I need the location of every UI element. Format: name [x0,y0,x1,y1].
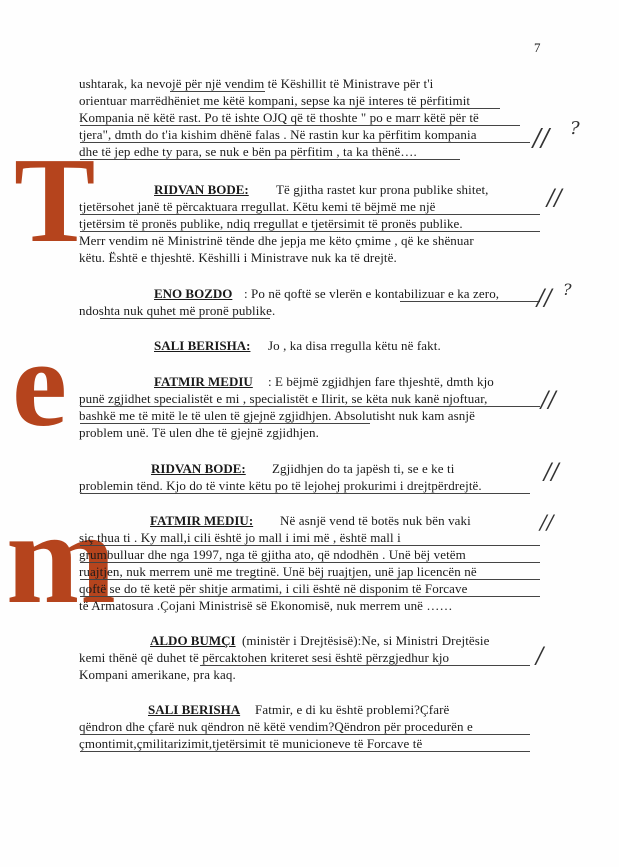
margin-mark: // [537,286,552,311]
handwritten-underline [80,125,520,126]
handwritten-underline [80,142,530,143]
speaker-name: FATMIR MEDIU [154,374,253,389]
handwritten-underline [80,231,540,232]
handwritten-underline [80,751,530,752]
margin-mark: ? [570,118,580,139]
text-line: këtu. Është e thjeshtë. Këshilli i Ministrave nuk ka të drejtë. [79,250,397,265]
speaker-name: RIDVAN BODE: [151,461,246,476]
handwritten-underline [80,579,540,580]
handwritten-underline [80,596,540,597]
handwritten-underline [400,301,540,302]
margin-mark: // [533,124,550,152]
page-number: 7 [534,40,541,55]
text-line: orientuar marrëdhëniet me këtë kompani, sepse ka një interes të përfitimit [79,93,471,108]
handwritten-underline [80,493,530,494]
handwritten-underline [170,91,265,92]
handwritten-underline [80,562,540,563]
handwritten-underline [200,665,530,666]
text-line: Zgjidhjen do ta japësh ti, se e ke ti [272,461,455,476]
speaker-name: ALDO BUMÇI [150,633,236,648]
text-line: grumbulluar dhe nga 1997, nga të gjitha ato, që ndodhën . Unë bëj vetëm [79,547,466,562]
text-line: ndoshta nuk quhet më pronë publike. [79,303,276,318]
handwritten-underline [80,159,460,160]
handwritten-underline [100,318,270,319]
margin-mark: // [547,186,562,211]
text-line: bashkë me të mitë le të ulen të gjejnë zgjidhjen. Absolutisht nuk kam asnjë [79,408,475,423]
speaker-colon: : [268,374,272,389]
margin-mark: // [540,510,554,534]
speaker-name: SALI BERISHA [148,702,241,717]
text-line: çmontimit,çmilitarizimit,tjetërsimit të municioneve të Forcave të [79,736,423,751]
margin-mark: / [536,644,544,669]
speaker-name: ENO BOZDO [154,286,233,301]
text-line: tjera", dmth do t'ia kishim dhënë falas . Në rastin kur ka përfitim kompania [79,127,477,142]
text-line: : Po në qoftë se vlerën e kontabilizuar e ka zero, [244,286,500,301]
text-line: Fatmir, e di ku është problemi?Çfarë [255,702,450,717]
handwritten-underline [80,214,540,215]
watermark-letter-e: e [12,315,68,452]
handwritten-underline [80,545,540,546]
text-line: punë zgjidhet specialistët e mi , specialistët e Ilirit, se këta nuk kanë njoftuar, [79,391,488,406]
margin-mark: // [544,460,559,485]
text-line: dhe të jep edhe ty para, se nuk e bën pa përfitim , ta ka thënë…. [79,144,417,159]
handwritten-underline [80,423,370,424]
text-line: ushtarak, ka nevojë për një vendim të Këshillit të Ministrave për t'i [79,76,434,91]
text-line: tjetërsohet janë të përcaktuara rregullat. Këtu kemi të bëjmë me një [79,199,436,214]
text-line: kemi thënë që duhet të përcaktohen kriteret sesi është përzgjedhur kjo [79,650,450,665]
text-line: (ministër i Drejtësisë):Ne, si Ministri Drejtësie [242,633,490,648]
margin-mark: ? [563,280,572,299]
text-line: siç thua ti . Ky mall,i cili është jo mall i imi më , është mall i [79,530,401,545]
speaker-name: FATMIR MEDIU: [150,513,254,528]
handwritten-underline [200,108,500,109]
text-line: qoftë se do të ketë për shitje armatimi, i cili është në disponim të Forcave [79,581,468,596]
margin-mark: // [541,388,556,413]
text-line: Merr vendim në Ministrinë tënde dhe jepja me këto çmime , që ke shënuar [79,233,474,248]
handwritten-underline [80,734,530,735]
handwritten-underline [80,406,540,407]
text-line: ruajtjen, nuk merrem unë me tregtinë. Unë bëj ruajtjen, unë jap licencën në [79,564,477,579]
text-line: E bëjmë zgjidhjen fare thjeshtë, dmth kjo [275,374,494,389]
text-line: qëndron dhe çfarë nuk qëndron në këtë vendim?Qëndron për procedurën e [79,719,473,734]
text-line: Në asnjë vend të botës nuk bën vaki [280,513,471,528]
watermark-letter-m: m [6,484,116,631]
text-line: të Armatosura .Çojani Ministrisë së Ekonomisë, nuk merrem unë …… [79,598,453,613]
speaker-name: RIDVAN BODE: [154,182,249,197]
text-line: problemin tënd. Kjo do të vinte këtu po të lejohej prokurimi i drejtpërdrejtë. [79,478,482,493]
speaker-name: SALI BERISHA: [154,338,251,353]
text-line: Kompania në këtë rast. Po të ishte OJQ që të thoshte " po e marr këtë për të [79,110,479,125]
text-line: Të gjitha rastet kur prona publike shitet, [276,182,489,197]
text-line: tjetërsim të pronës publike, ndiq rregullat e tjetërsimit të pronës publike. [79,216,463,231]
text-line: Jo , ka disa rregulla këtu në fakt. [268,338,441,353]
text-line: Kompani amerikane, pra kaq. [79,667,236,682]
watermark-letter-t: T [14,133,96,268]
text-line: problem unë. Të ulen dhe të gjejnë zgjidhjen. [79,425,319,440]
